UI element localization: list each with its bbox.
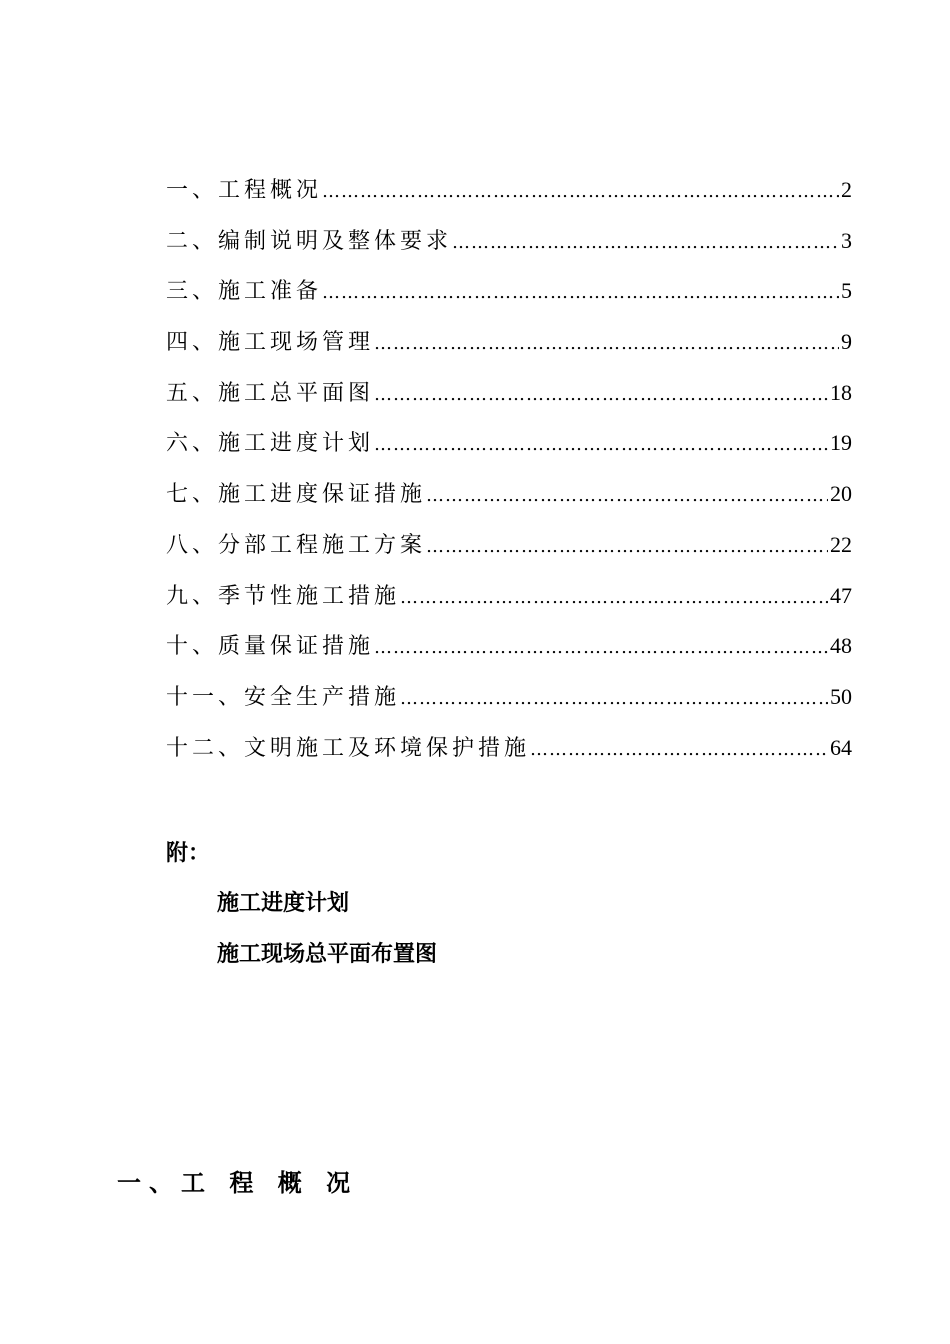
appendix-item-site-layout: 施工现场总平面布置图 <box>217 941 438 967</box>
toc-entry-5[interactable] <box>166 376 852 427</box>
toc-entry-11[interactable] <box>166 680 852 731</box>
toc-entry-page: 20 <box>830 481 852 507</box>
toc-dot-leader <box>322 181 839 202</box>
toc-entry-page: 2 <box>841 177 852 202</box>
toc-entry-2[interactable] <box>166 224 852 275</box>
toc-entry-page: 18 <box>830 379 852 405</box>
toc-entry-4[interactable] <box>166 325 852 376</box>
toc-dot-leader <box>322 282 839 303</box>
appendix-label: 附： <box>166 840 211 866</box>
toc-entry-page: 48 <box>830 633 852 659</box>
toc-entry-page: 47 <box>830 582 852 608</box>
toc-entry-title: 六、施工进度计划 <box>166 431 375 457</box>
toc-entry-page: 22 <box>830 531 852 557</box>
appendix-item-schedule: 施工进度计划 <box>217 890 350 916</box>
toc-entry-10[interactable] <box>166 629 852 680</box>
toc-entry-title: 四、施工现场管理 <box>166 330 375 356</box>
toc-dot-leader <box>530 739 828 760</box>
toc-entry-title: 十、质量保证措施 <box>166 634 375 660</box>
toc-entry-page: 5 <box>841 278 852 304</box>
toc-entry-title: 九、季节性施工措施 <box>166 583 401 609</box>
toc-entry-6[interactable] <box>166 426 852 477</box>
toc-dot-leader <box>400 688 828 709</box>
toc-entry-9[interactable] <box>166 579 852 630</box>
table-of-contents <box>166 173 852 781</box>
section-heading: 一、工 程 概 况 <box>117 1168 359 1197</box>
toc-entry-title: 一、工程概况 <box>166 178 323 203</box>
toc-dot-leader <box>452 232 839 253</box>
toc-entry-title: 十一、安全生产措施 <box>166 684 401 710</box>
toc-dot-leader <box>426 536 828 557</box>
toc-entry-title: 五、施工总平面图 <box>166 380 375 406</box>
toc-entry-page: 3 <box>841 227 852 253</box>
toc-dot-leader <box>400 587 828 608</box>
toc-entry-title: 三、施工准备 <box>166 279 323 305</box>
toc-entry-title: 八、分部工程施工方案 <box>166 532 427 558</box>
toc-entry-8[interactable] <box>166 528 852 579</box>
toc-dot-leader <box>374 333 839 354</box>
toc-entry-1[interactable] <box>166 173 852 224</box>
toc-entry-page: 19 <box>830 430 852 456</box>
toc-entry-page: 9 <box>841 329 852 355</box>
toc-dot-leader <box>374 434 828 455</box>
toc-dot-leader <box>374 384 828 405</box>
toc-entry-7[interactable] <box>166 477 852 528</box>
toc-entry-title: 七、施工进度保证措施 <box>166 482 427 508</box>
toc-entry-page: 50 <box>830 683 852 709</box>
toc-entry-12[interactable] <box>166 731 852 782</box>
toc-entry-3[interactable] <box>166 274 852 325</box>
toc-dot-leader <box>374 637 828 658</box>
toc-entry-page: 64 <box>830 734 852 760</box>
toc-entry-title: 十二、文明施工及环境保护措施 <box>166 735 531 761</box>
toc-entry-title: 二、编制说明及整体要求 <box>166 228 453 254</box>
toc-dot-leader <box>426 485 828 506</box>
